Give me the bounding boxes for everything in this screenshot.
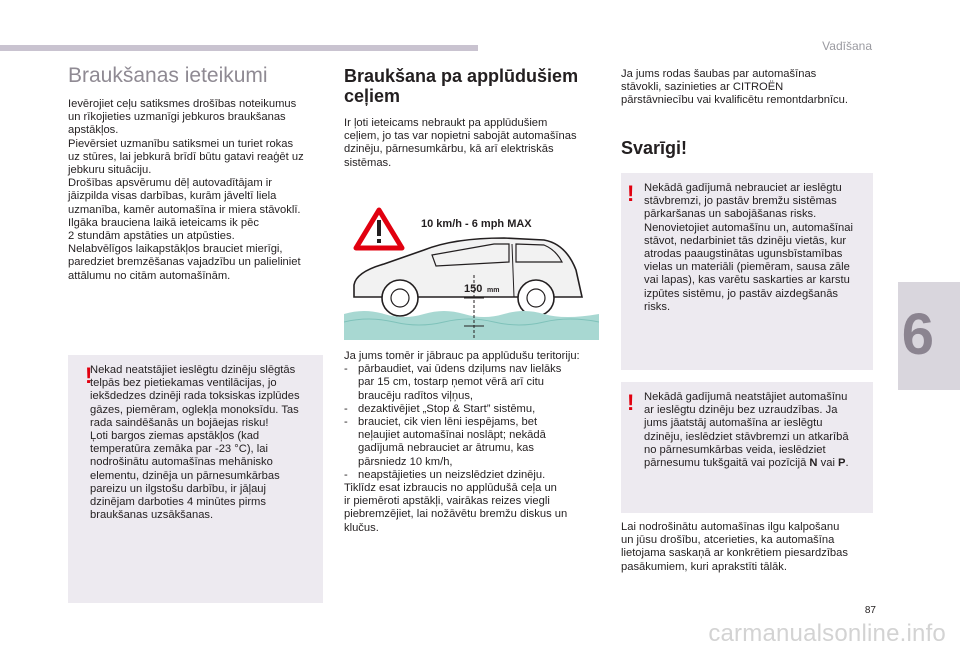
warning-box-parking-brake [621, 173, 873, 370]
instructions-lead: Ja jums tomēr ir jābrauc pa applūdušu teritoriju: [344, 350, 580, 362]
list-item: - neapstājieties un neizslēdziet dzinēju. [344, 469, 602, 482]
list-item-text: neapstājieties un neizslēdziet dzinēju. [358, 468, 546, 481]
gear-p: P [838, 457, 846, 470]
longevity-note [621, 521, 877, 574]
list-item: - dezaktivējiet „Stop & Start” sistēmu, [344, 403, 602, 416]
warning-text-unattended: Nekādā gadījumā neatstājiet automašīnu ar ieslēgtu dzinēju bez uzraudzības. Ja jums jāatstāj automašīna ar ieslēgtu dzinēju, ieslēdziet stāvbremzi un atkarībā no pārnesumkārbas veida, ieslēdziet pārnesumu tukšgaitā vai pozīcijā N vai P. [644, 391, 849, 470]
page-number: 87 [864, 605, 876, 616]
list-item: - pārbaudiet, vai ūdens dziļums nav lielāks par 15 cm, tostarp ņemot vērā arī citu braucēju radītos viļņus, [344, 363, 602, 403]
watermark: carmanualsonline.info [708, 620, 946, 647]
exclamation-icon: ! [627, 390, 635, 415]
flooded-roads-intro: Ir ļoti ieteicams nebraukt pa applūdušiem ceļiem, jo tas var nopietni sabojāt automašīnas dzinēju, pārnesumkārbu, kā arī elektriskās sistēmas. [344, 117, 577, 169]
car-in-water-drawing [344, 200, 599, 340]
warning-text-parking-brake: Nekādā gadījumā nebrauciet ar ieslēgtu stāvbremzi, jo pastāv bremžu sistēmas pārkaršanas un sabojāšanas risks. Nenovietojiet automašīnu un, automašīnai stāvot, nedarbiniet tās dzinēju vietās, kur atrodas paaugstinātas ugunsbīstamības vielas un materiāli (piemēram, sausa zāle vai lapas), kas varētu saskarties ar karstu izpūtes sistēmu, jo pastāv aizdegšanās risks. [644, 182, 853, 313]
list-item-text: pārbaudiet, vai ūdens dziļums nav lielāks par 15 cm, tostarp ņemot vērā arī citu braucēju radītos viļņus, [358, 363, 562, 402]
depth-unit: mm [487, 287, 500, 294]
depth-value: 150 [464, 283, 483, 295]
column-important [621, 68, 877, 169]
gear-n: N [809, 457, 818, 470]
flooded-road-illustration [344, 200, 599, 340]
speed-label: 10 km/h - 6 mph MAX [421, 218, 532, 230]
driving-tips-body: Ievērojiet ceļu satiksmes drošības noteikumus un rīkojieties uzmanīgi jebkuros braukšanas apstākļos. Pievērsiet uzmanību satiksmei un turiet rokas uz stūres, lai jebkurā brīdī būtu gatavi reaģēt uz jebkuru situāciju. Drošības apsvērumu dēļ autovadītājam ir jāizpilda visas darbības, kurām jāveltī liela uzmanība, kamēr automašīna ir miera stāvoklī. Ilgāka brauciena laikā ieteicams ik pēc 2 stundām apstāties un atpūsties. Nelabvēlīgos laikapstākļos brauciet mierīgi, paredziet bremzēšanas vajadzību un palieliniet attālumu no citām automašīnām. [68, 98, 304, 282]
warning-triangle-icon [356, 210, 402, 248]
exclamation-icon: ! [85, 363, 93, 388]
list-item: - brauciet, cik vien lēni iespējams, bet neļaujiet automašīnai noslāpt; nekādā gadījumā nebrauciet ar ātrumu, kas pārsniedz 10 km/h, [344, 416, 602, 469]
longevity-text: Lai nodrošinātu automašīnas ilgu kalpošanu un jūsu drošību, atcerieties, ka automašīna lietojama saskaņā ar konkrētiem piesardzības pasākumiem, kuri aprakstīti tālāk. [621, 521, 848, 573]
warning-text-engine-running: Nekad neatstājiet ieslēgtu dzinēju slēgtās telpās bez pietiekamas ventilācijas, jo iekšdedzes dzinēji rada toksiskas izplūdes gāzes, piemēram, oglekļa monoksīdu. Tas rada saindēšanās un bojāejas risku! Ļoti bargos ziemas apstākļos (kad temperatūra zemāka par -23 °C), lai nodrošinātu automašīnas mehānisko elementu, dzinēja un pārnesumkārbas pareizu un ilgstošu darbību, ir jāļauj dzinējam darboties 4 minūtes pirms braukšanas uzsākšanas. [90, 364, 300, 522]
dealer-contact-text: Ja jums rodas šaubas par automašīnas stāvokli, sazinieties ar CITROËN pārstāvniecību vai kvalificētu remontdarbnīcu. [621, 68, 848, 107]
exclamation-icon: ! [627, 181, 635, 206]
driving-tips-title: Braukšanas ieteikumi [68, 64, 268, 87]
chapter-number: 6 [901, 302, 934, 367]
flooded-roads-instructions [344, 350, 602, 535]
flooded-roads-title: Braukšana pa applūdušiem ceļiem [344, 66, 579, 106]
column-driving-tips [68, 64, 324, 283]
column-flooded-roads [344, 66, 600, 170]
header-bar [0, 45, 478, 51]
instructions-outro: Tiklīdz esat izbraucis no applūdušā ceļa un ir piemēroti apstākļi, vairākas reizes viegli piebremzējiet, lai nožāvētu bremžu diskus un klučus. [344, 482, 568, 534]
warning-box-engine-running [68, 355, 323, 603]
list-item-text: brauciet, cik vien lēni iespējams, bet neļaujiet automašīnai noslāpt; nekādā gadījumā nebrauciet ar ātrumu, kas pārsniedz 10 km/h, [358, 416, 546, 468]
list-item-text: dezaktivējiet „Stop & Start” sistēmu, [358, 402, 536, 415]
warning-box-unattended [621, 382, 873, 513]
section-name: Vadīšana [822, 39, 872, 53]
important-title: Svarīgi! [621, 137, 688, 158]
